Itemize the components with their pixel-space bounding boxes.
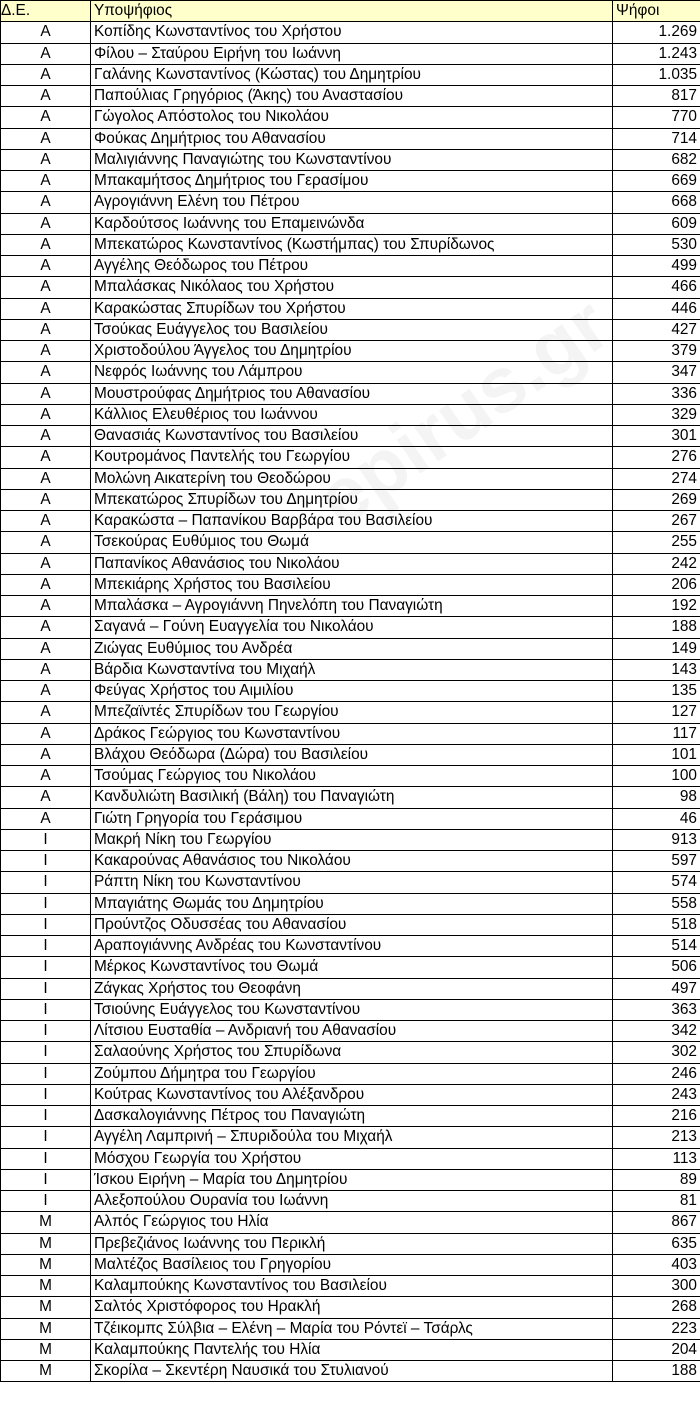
district-cell: Α xyxy=(1,617,91,638)
district-cell: Α xyxy=(1,86,91,107)
table-row xyxy=(1,1021,700,1042)
candidate-cell: Τζέικομπς Σύλβια – Ελένη – Μαρία του Ρόντεϊ – Τσάρλς xyxy=(91,1318,613,1339)
candidate-cell: Κακαρούνας Αθανάσιος του Νικολάου xyxy=(91,851,613,872)
candidate-cell: Μπεκατώρος Κωνσταντίνος (Κωστήμπας) του Σπυρίδωνος xyxy=(91,234,613,255)
votes-cell: 530 xyxy=(613,234,700,255)
votes-cell: 506 xyxy=(613,957,700,978)
header-row xyxy=(1,1,700,22)
table-row xyxy=(1,1318,700,1339)
table-row xyxy=(1,851,700,872)
table-row xyxy=(1,914,700,935)
votes-cell: 867 xyxy=(613,1212,700,1233)
district-cell: Ι xyxy=(1,851,91,872)
votes-cell: 300 xyxy=(613,1276,700,1297)
candidate-cell: Καρακώστας Σπυρίδων του Χρήστου xyxy=(91,298,613,319)
candidate-cell: Τσιούνης Ευάγγελος του Κωνσταντίνου xyxy=(91,999,613,1020)
votes-cell: 216 xyxy=(613,1106,700,1127)
votes-cell: 1.269 xyxy=(613,22,700,43)
district-cell: Α xyxy=(1,383,91,404)
table-row xyxy=(1,1361,700,1382)
table-row xyxy=(1,1127,700,1148)
candidate-cell: Κουτρομάνος Παντελής του Γεωργίου xyxy=(91,447,613,468)
district-cell: Α xyxy=(1,532,91,553)
votes-cell: 913 xyxy=(613,829,700,850)
table-row xyxy=(1,426,700,447)
votes-cell: 669 xyxy=(613,171,700,192)
results-table-body xyxy=(1,1,700,1382)
candidate-cell: Μαλιγιάννης Παναγιώτης του Κωνσταντίνου xyxy=(91,149,613,170)
district-cell: Ι xyxy=(1,936,91,957)
table-row xyxy=(1,404,700,425)
candidate-cell: Μπαγιάτης Θωμάς του Δημητρίου xyxy=(91,893,613,914)
district-cell: Ι xyxy=(1,978,91,999)
district-cell: Α xyxy=(1,702,91,723)
candidate-cell: Σκορίλα – Σκεντέρη Ναυσικά του Στυλιανού xyxy=(91,1361,613,1382)
district-cell: Μ xyxy=(1,1297,91,1318)
district-cell: Μ xyxy=(1,1318,91,1339)
votes-cell: 213 xyxy=(613,1127,700,1148)
table-row xyxy=(1,171,700,192)
candidate-cell: Νεφρός Ιωάννης του Λάμπρου xyxy=(91,362,613,383)
table-row xyxy=(1,936,700,957)
candidate-cell: Θανασιάς Κωνσταντίνος του Βασιλείου xyxy=(91,426,613,447)
votes-cell: 668 xyxy=(613,192,700,213)
candidate-cell: Δασκαλογιάννης Πέτρος του Παναγιώτη xyxy=(91,1106,613,1127)
table-row xyxy=(1,999,700,1020)
candidate-cell: Μουστρούφας Δημήτριος του Αθανασίου xyxy=(91,383,613,404)
votes-cell: 268 xyxy=(613,1297,700,1318)
district-cell: Α xyxy=(1,766,91,787)
candidate-cell: Βλάχου Θεόδωρα (Δώρα) του Βασιλείου xyxy=(91,744,613,765)
table-row xyxy=(1,256,700,277)
votes-cell: 817 xyxy=(613,86,700,107)
district-cell: Α xyxy=(1,553,91,574)
votes-cell: 113 xyxy=(613,1148,700,1169)
district-cell: Ι xyxy=(1,1169,91,1190)
district-cell: Ι xyxy=(1,914,91,935)
candidate-cell: Τσούμας Γεώργιος του Νικολάου xyxy=(91,766,613,787)
votes-cell: 329 xyxy=(613,404,700,425)
votes-cell: 188 xyxy=(613,617,700,638)
candidate-cell: Γιώτη Γρηγορία του Γεράσιμου xyxy=(91,808,613,829)
candidate-cell: Κανδυλιώτη Βασιλική (Βάλη) του Παναγιώτη xyxy=(91,787,613,808)
votes-cell: 514 xyxy=(613,936,700,957)
table-row xyxy=(1,829,700,850)
district-cell: Α xyxy=(1,596,91,617)
district-cell: Α xyxy=(1,659,91,680)
votes-cell: 188 xyxy=(613,1361,700,1382)
votes-cell: 558 xyxy=(613,893,700,914)
table-row xyxy=(1,957,700,978)
votes-cell: 682 xyxy=(613,149,700,170)
candidate-cell: Κούτρας Κωνσταντίνος του Αλέξανδρου xyxy=(91,1084,613,1105)
table-row xyxy=(1,1106,700,1127)
district-cell: Α xyxy=(1,319,91,340)
table-row xyxy=(1,617,700,638)
candidate-cell: Φεύγας Χρήστος του Αιμιλίου xyxy=(91,681,613,702)
votes-cell: 98 xyxy=(613,787,700,808)
table-row xyxy=(1,1084,700,1105)
votes-cell: 403 xyxy=(613,1254,700,1275)
district-cell: Α xyxy=(1,43,91,64)
table-row xyxy=(1,43,700,64)
candidate-cell: Φούκας Δημήτριος του Αθανασίου xyxy=(91,128,613,149)
votes-cell: 1.035 xyxy=(613,64,700,85)
district-cell: Α xyxy=(1,787,91,808)
candidate-cell: Μακρή Νίκη του Γεωργίου xyxy=(91,829,613,850)
district-cell: Α xyxy=(1,256,91,277)
votes-cell: 143 xyxy=(613,659,700,680)
candidate-cell: Καλαμπούκης Κωνσταντίνος του Βασιλείου xyxy=(91,1276,613,1297)
candidate-cell: Φίλου – Σταύρου Ειρήνη του Ιωάννη xyxy=(91,43,613,64)
candidate-cell: Αγγέλη Λαμπρινή – Σπυριδούλα του Μιχαήλ xyxy=(91,1127,613,1148)
table-row xyxy=(1,808,700,829)
table-row xyxy=(1,766,700,787)
votes-cell: 466 xyxy=(613,277,700,298)
table-row xyxy=(1,447,700,468)
candidate-cell: Βάρδια Κωνσταντίνα του Μιχαήλ xyxy=(91,659,613,680)
candidate-cell: Καρακώστα – Παπανίκου Βαρβάρα του Βασιλείου xyxy=(91,511,613,532)
table-row xyxy=(1,1339,700,1360)
candidate-cell: Παπούλιας Γρηγόριος (Άκης) του Αναστασίου xyxy=(91,86,613,107)
table-row xyxy=(1,893,700,914)
table-row xyxy=(1,553,700,574)
votes-cell: 117 xyxy=(613,723,700,744)
district-cell: Ι xyxy=(1,893,91,914)
district-cell: Ι xyxy=(1,1042,91,1063)
table-row xyxy=(1,383,700,404)
table-row xyxy=(1,213,700,234)
district-cell: Ι xyxy=(1,829,91,850)
table-row xyxy=(1,1042,700,1063)
candidate-cell: Κάλλιος Ελευθέριος του Ιωάννου xyxy=(91,404,613,425)
district-cell: Ι xyxy=(1,1063,91,1084)
table-row xyxy=(1,1191,700,1212)
votes-cell: 192 xyxy=(613,596,700,617)
votes-cell: 46 xyxy=(613,808,700,829)
table-row xyxy=(1,681,700,702)
votes-cell: 246 xyxy=(613,1063,700,1084)
candidate-cell: Μέρκος Κωνσταντίνος του Θωμά xyxy=(91,957,613,978)
votes-cell: 276 xyxy=(613,447,700,468)
votes-cell: 427 xyxy=(613,319,700,340)
candidate-cell: Ίσκου Ειρήνη – Μαρία του Δημητρίου xyxy=(91,1169,613,1190)
votes-cell: 301 xyxy=(613,426,700,447)
table-row xyxy=(1,1233,700,1254)
votes-cell: 363 xyxy=(613,999,700,1020)
candidate-cell: Παπανίκος Αθανάσιος του Νικολάου xyxy=(91,553,613,574)
votes-cell: 127 xyxy=(613,702,700,723)
votes-cell: 635 xyxy=(613,1233,700,1254)
district-cell: Α xyxy=(1,511,91,532)
votes-cell: 609 xyxy=(613,213,700,234)
district-cell: Α xyxy=(1,171,91,192)
votes-cell: 497 xyxy=(613,978,700,999)
candidate-cell: Καρδούτσος Ιωάννης του Επαμεινώνδα xyxy=(91,213,613,234)
candidate-cell: Σαλαούνης Χρήστος του Σπυρίδωνα xyxy=(91,1042,613,1063)
table-row xyxy=(1,638,700,659)
table-row xyxy=(1,787,700,808)
candidate-cell: Αγγέλης Θεόδωρος του Πέτρου xyxy=(91,256,613,277)
candidate-cell: Μπαλάσκας Νικόλαος του Χρήστου xyxy=(91,277,613,298)
table-row xyxy=(1,277,700,298)
table-row xyxy=(1,1254,700,1275)
district-cell: Α xyxy=(1,107,91,128)
votes-cell: 274 xyxy=(613,468,700,489)
candidate-cell: Ζάγκας Χρήστος του Θεοφάνη xyxy=(91,978,613,999)
votes-cell: 347 xyxy=(613,362,700,383)
table-row xyxy=(1,702,700,723)
table-row xyxy=(1,1276,700,1297)
votes-cell: 302 xyxy=(613,1042,700,1063)
table-row xyxy=(1,341,700,362)
district-cell: Α xyxy=(1,362,91,383)
candidate-cell: Μπαλάσκα – Αγρογιάννη Πηνελόπη του Παναγιώτη xyxy=(91,596,613,617)
district-cell: Α xyxy=(1,298,91,319)
table-row xyxy=(1,744,700,765)
votes-cell: 204 xyxy=(613,1339,700,1360)
votes-cell: 336 xyxy=(613,383,700,404)
votes-cell: 379 xyxy=(613,341,700,362)
district-cell: Ι xyxy=(1,1148,91,1169)
candidate-cell: Καλαμπούκης Παντελής του Ηλία xyxy=(91,1339,613,1360)
candidate-cell: Ζιώγας Ευθύμιος του Ανδρέα xyxy=(91,638,613,659)
district-cell: Α xyxy=(1,404,91,425)
votes-cell: 518 xyxy=(613,914,700,935)
candidate-cell: Αλπός Γεώργιος του Ηλία xyxy=(91,1212,613,1233)
candidate-cell: Γώγολος Απόστολος του Νικολάου xyxy=(91,107,613,128)
district-cell: Α xyxy=(1,808,91,829)
candidate-cell: Μόσχου Γεωργία του Χρήστου xyxy=(91,1148,613,1169)
district-cell: Α xyxy=(1,638,91,659)
table-row xyxy=(1,1148,700,1169)
table-row xyxy=(1,128,700,149)
votes-cell: 342 xyxy=(613,1021,700,1042)
district-cell: Ι xyxy=(1,1127,91,1148)
candidate-cell: Τσούκας Ευάγγελος του Βασιλείου xyxy=(91,319,613,340)
district-cell: Α xyxy=(1,149,91,170)
votes-cell: 206 xyxy=(613,574,700,595)
candidate-cell: Τσεκούρας Ευθύμιος του Θωμά xyxy=(91,532,613,553)
district-cell: Α xyxy=(1,22,91,43)
candidate-cell: Μπακαμήτσος Δημήτριος του Γερασίμου xyxy=(91,171,613,192)
table-row xyxy=(1,1297,700,1318)
header-district: Δ.Ε. xyxy=(1,1,91,22)
table-row xyxy=(1,1169,700,1190)
candidate-cell: Αγρογιάννη Ελένη του Πέτρου xyxy=(91,192,613,213)
table-row xyxy=(1,532,700,553)
district-cell: Α xyxy=(1,723,91,744)
district-cell: Ι xyxy=(1,1106,91,1127)
candidate-cell: Γαλάνης Κωνσταντίνος (Κώστας) του Δημητρίου xyxy=(91,64,613,85)
district-cell: Ι xyxy=(1,872,91,893)
table-row xyxy=(1,64,700,85)
votes-cell: 574 xyxy=(613,872,700,893)
table-row xyxy=(1,149,700,170)
votes-cell: 597 xyxy=(613,851,700,872)
votes-cell: 149 xyxy=(613,638,700,659)
candidate-cell: Πρεβεζιάνος Ιωάννης του Περικλή xyxy=(91,1233,613,1254)
votes-cell: 81 xyxy=(613,1191,700,1212)
table-row xyxy=(1,107,700,128)
district-cell: Α xyxy=(1,234,91,255)
district-cell: Ι xyxy=(1,999,91,1020)
district-cell: Μ xyxy=(1,1254,91,1275)
district-cell: Α xyxy=(1,341,91,362)
district-cell: Α xyxy=(1,681,91,702)
candidate-cell: Λίτσιου Ευσταθία – Ανδριανή του Αθανασίου xyxy=(91,1021,613,1042)
table-row xyxy=(1,659,700,680)
district-cell: Ι xyxy=(1,1084,91,1105)
votes-cell: 269 xyxy=(613,489,700,510)
district-cell: Μ xyxy=(1,1361,91,1382)
candidate-cell: Αλεξοπούλου Ουρανία του Ιωάννη xyxy=(91,1191,613,1212)
votes-cell: 242 xyxy=(613,553,700,574)
table-row xyxy=(1,1063,700,1084)
candidate-cell: Μπεζαϊντές Σπυρίδων του Γεωργίου xyxy=(91,702,613,723)
district-cell: Α xyxy=(1,213,91,234)
table-row xyxy=(1,489,700,510)
table-row xyxy=(1,596,700,617)
candidate-cell: Σαλτός Χριστόφορος του Ηρακλή xyxy=(91,1297,613,1318)
table-row xyxy=(1,22,700,43)
candidate-cell: Κοπίδης Κωνσταντίνος του Χρήστου xyxy=(91,22,613,43)
candidate-cell: Σαγανά – Γούνη Ευαγγελία του Νικολάου xyxy=(91,617,613,638)
header-votes: Ψήφοι xyxy=(613,1,700,22)
district-cell: Μ xyxy=(1,1233,91,1254)
header-candidate: Υποψήφιος xyxy=(91,1,613,22)
district-cell: Α xyxy=(1,447,91,468)
district-cell: Α xyxy=(1,468,91,489)
candidate-cell: Μαλτέζος Βασίλειος του Γρηγορίου xyxy=(91,1254,613,1275)
votes-cell: 243 xyxy=(613,1084,700,1105)
district-cell: Α xyxy=(1,574,91,595)
candidate-cell: Μπεκιάρης Χρήστος του Βασιλείου xyxy=(91,574,613,595)
table-row xyxy=(1,1212,700,1233)
votes-cell: 101 xyxy=(613,744,700,765)
district-cell: Α xyxy=(1,64,91,85)
candidate-cell: Μολώνη Αικατερίνη του Θεοδώρου xyxy=(91,468,613,489)
candidate-cell: Αραπογιάννης Ανδρέας του Κωνσταντίνου xyxy=(91,936,613,957)
district-cell: Ι xyxy=(1,1191,91,1212)
district-cell: Α xyxy=(1,128,91,149)
district-cell: Α xyxy=(1,277,91,298)
votes-cell: 499 xyxy=(613,256,700,277)
table-row xyxy=(1,319,700,340)
table-row xyxy=(1,86,700,107)
table-row xyxy=(1,574,700,595)
candidate-cell: Μπεκατώρος Σπυρίδων του Δημητρίου xyxy=(91,489,613,510)
district-cell: Μ xyxy=(1,1212,91,1233)
candidate-cell: Δράκος Γεώργιος του Κωνσταντίνου xyxy=(91,723,613,744)
candidate-cell: Χριστοδούλου Άγγελος του Δημητρίου xyxy=(91,341,613,362)
district-cell: Α xyxy=(1,489,91,510)
table-row xyxy=(1,978,700,999)
votes-cell: 223 xyxy=(613,1318,700,1339)
votes-cell: 100 xyxy=(613,766,700,787)
votes-cell: 714 xyxy=(613,128,700,149)
votes-cell: 770 xyxy=(613,107,700,128)
candidate-cell: Προύντζος Οδυσσέας του Αθανασίου xyxy=(91,914,613,935)
district-cell: Α xyxy=(1,192,91,213)
district-cell: Ι xyxy=(1,957,91,978)
table-row xyxy=(1,234,700,255)
table-row xyxy=(1,872,700,893)
candidate-cell: Ράπτη Νίκη του Κωνσταντίνου xyxy=(91,872,613,893)
table-row xyxy=(1,192,700,213)
district-cell: Μ xyxy=(1,1339,91,1360)
votes-cell: 135 xyxy=(613,681,700,702)
district-cell: Α xyxy=(1,744,91,765)
table-row xyxy=(1,511,700,532)
table-row xyxy=(1,723,700,744)
table-row xyxy=(1,362,700,383)
votes-cell: 446 xyxy=(613,298,700,319)
votes-cell: 255 xyxy=(613,532,700,553)
table-row xyxy=(1,298,700,319)
district-cell: Ι xyxy=(1,1021,91,1042)
votes-cell: 1.243 xyxy=(613,43,700,64)
district-cell: Α xyxy=(1,426,91,447)
candidate-cell: Ζούμπου Δήμητρα του Γεωργίου xyxy=(91,1063,613,1084)
table-row xyxy=(1,468,700,489)
district-cell: Μ xyxy=(1,1276,91,1297)
votes-cell: 89 xyxy=(613,1169,700,1190)
votes-cell: 267 xyxy=(613,511,700,532)
